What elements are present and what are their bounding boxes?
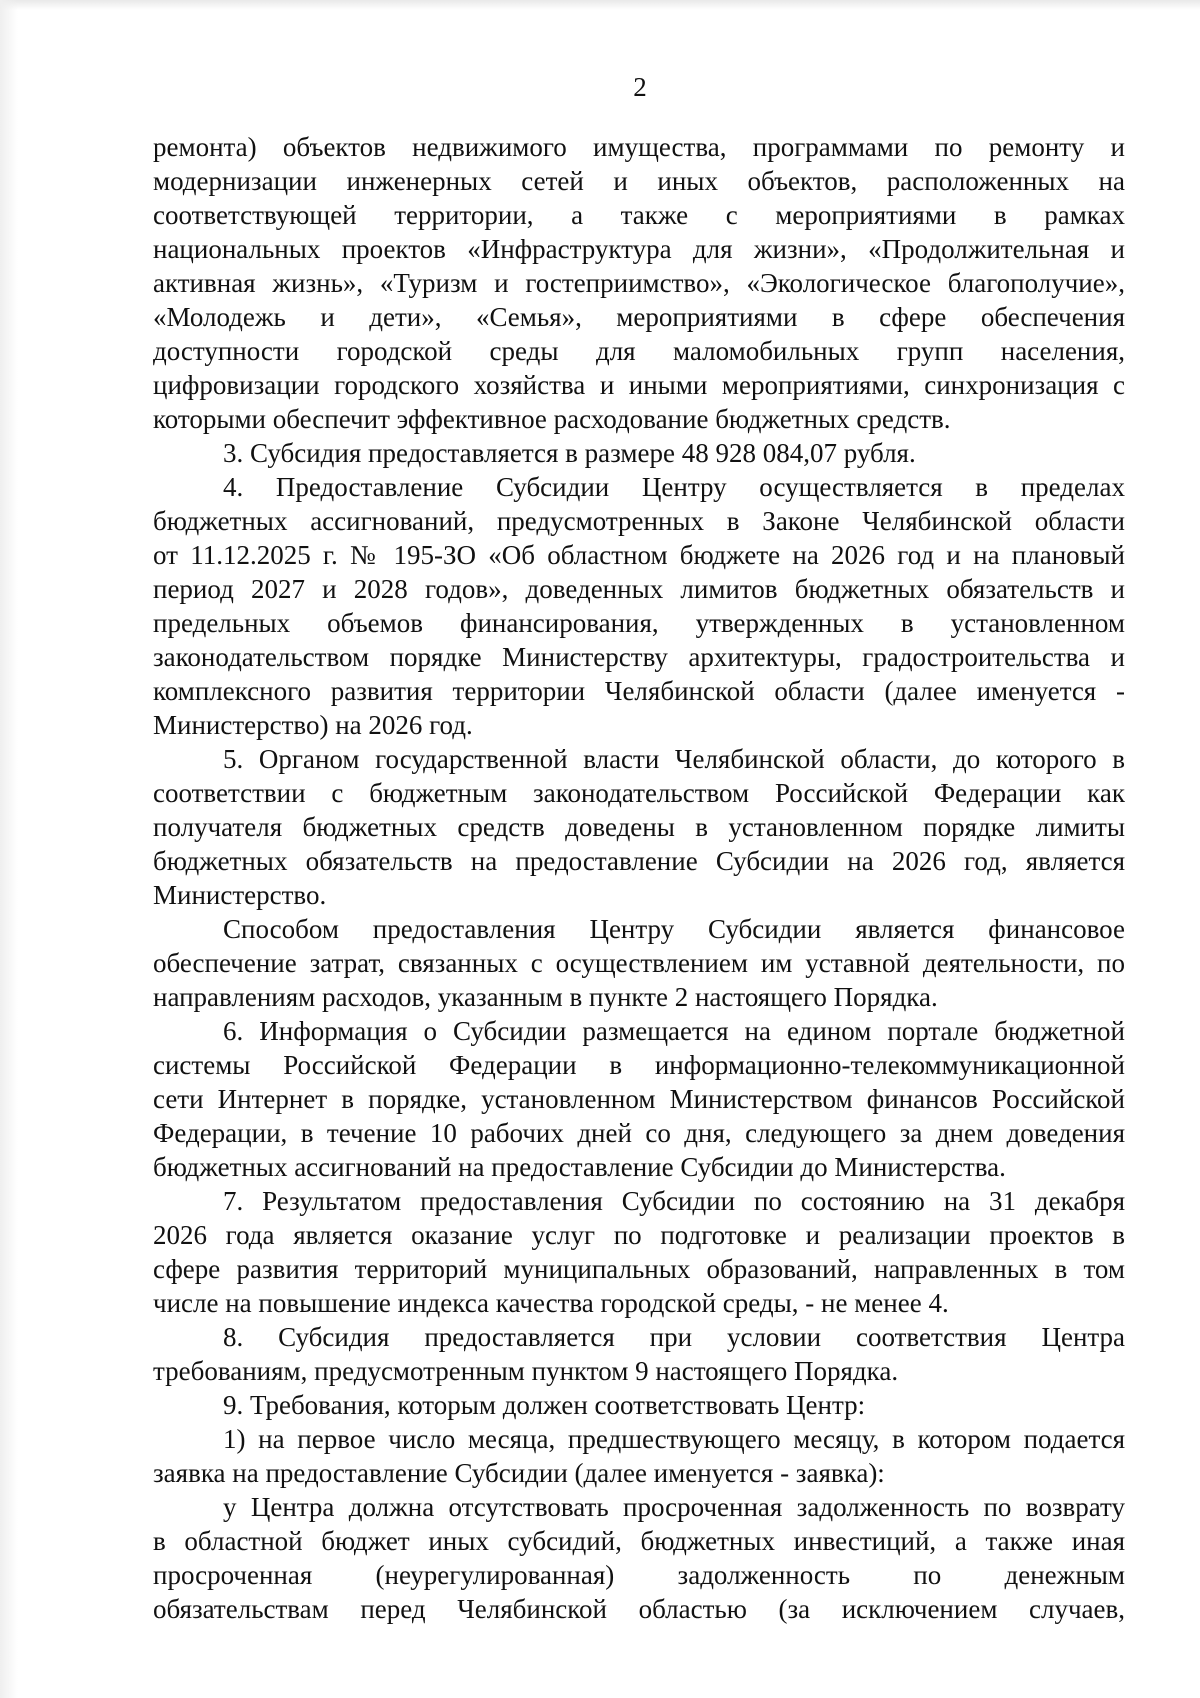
text-line: сети Интернет в порядке, установленном Министерством финансов Российской: [153, 1084, 1125, 1114]
text-line: Министерство.: [153, 880, 327, 910]
text-line: сфере развития территорий муниципальных образований, направленных в том: [153, 1254, 1125, 1284]
text-line: направлениям расходов, указанным в пункте 2 настоящего Порядка.: [153, 982, 938, 1012]
paragraph-p5: [153, 742, 1125, 912]
text-line: числе на повышение индекса качества городской среды, - не менее 4.: [153, 1288, 949, 1318]
text-line: 9. Требования, которым должен соответствовать Центр:: [223, 1390, 866, 1420]
paragraph-cont: [153, 130, 1125, 436]
text-line: требованиям, предусмотренным пунктом 9 настоящего Порядка.: [153, 1356, 899, 1386]
text-line: обеспечение затрат, связанных с осуществлением им уставной деятельности, по: [153, 948, 1125, 978]
text-line: цифровизации городского хозяйства и иными мероприятиями, синхронизация с: [153, 370, 1125, 400]
text-line: законодательством порядке Министерству архитектуры, градостроительства и: [153, 642, 1125, 672]
paragraph-p7: [153, 1184, 1125, 1320]
text-line: 6. Информация о Субсидии размещается на едином портале бюджетной: [223, 1016, 1125, 1046]
page-number: 2: [633, 72, 647, 102]
text-line: 8. Субсидия предоставляется при условии соответствия Центра: [223, 1322, 1125, 1352]
text-line: бюджетных ассигнований, предусмотренных в Законе Челябинской области: [153, 506, 1125, 536]
text-line: модернизации инженерных сетей и иных объектов, расположенных на: [153, 166, 1125, 196]
text-line: соответствующей территории, а также с мероприятиями в рамках: [153, 200, 1125, 230]
text-line: «Молодежь и дети», «Семья», мероприятиями в сфере обеспечения: [153, 302, 1125, 332]
text-line: в областной бюджет иных субсидий, бюджетных инвестиций, а также иная: [153, 1526, 1125, 1556]
text-line: доступности городской среды для маломобильных групп населения,: [153, 336, 1125, 366]
paragraph-p9-1: [153, 1422, 1125, 1490]
text-line: обязательствам перед Челябинской областью (за исключением случаев,: [153, 1594, 1125, 1624]
paragraph-p5b: [153, 912, 1125, 1014]
text-line: Министерство) на 2026 год.: [153, 710, 473, 740]
text-line: от 11.12.2025 г. № 195-ЗО «Об областном бюджете на 2026 год и на плановый: [153, 540, 1125, 570]
text-line: 2026 года является оказание услуг по подготовке и реализации проектов в: [153, 1220, 1125, 1250]
text-line: активная жизнь», «Туризм и гостеприимство», «Экологическое благополучие»,: [153, 268, 1125, 298]
text-line: у Центра должна отсутствовать просроченная задолженность по возврату: [223, 1492, 1125, 1522]
text-line: системы Российской Федерации в информационно-телекоммуникационной: [153, 1050, 1125, 1080]
text-line: бюджетных ассигнований на предоставление Субсидии до Министерства.: [153, 1152, 1006, 1182]
paragraph-p9: [153, 1388, 1125, 1422]
text-line: Способом предоставления Центру Субсидии является финансовое: [223, 914, 1125, 944]
text-line: период 2027 и 2028 годов», доведенных лимитов бюджетных обязательств и: [153, 574, 1125, 604]
scan-top-edge: [0, 0, 1200, 10]
paragraph-p4: [153, 470, 1125, 742]
text-line: 3. Субсидия предоставляется в размере 48 928 084,07 рубля.: [223, 438, 916, 468]
text-line: Федерации, в течение 10 рабочих дней со дня, следующего за днем доведения: [153, 1118, 1125, 1148]
document-body: [153, 130, 1125, 1626]
text-line: 7. Результатом предоставления Субсидии по состоянию на 31 декабря: [223, 1186, 1125, 1216]
paragraph-p8: [153, 1320, 1125, 1388]
text-line: бюджетных обязательств на предоставление Субсидии на 2026 год, является: [153, 846, 1125, 876]
scan-left-edge: [0, 0, 18, 1698]
text-line: комплексного развития территории Челябинской области (далее именуется -: [153, 676, 1125, 706]
text-line: просроченная (неурегулированная) задолженность по денежным: [153, 1560, 1125, 1590]
text-line: 4. Предоставление Субсидии Центру осуществляется в пределах: [223, 472, 1125, 502]
text-line: которыми обеспечит эффективное расходование бюджетных средств.: [153, 404, 951, 434]
text-line: предельных объемов финансирования, утвержденных в установленном: [153, 608, 1125, 638]
text-line: ремонта) объектов недвижимого имущества, программами по ремонту и: [153, 132, 1125, 162]
text-line: 5. Органом государственной власти Челябинской области, до которого в: [223, 744, 1125, 774]
text-line: получателя бюджетных средств доведены в установленном порядке лимиты: [153, 812, 1125, 842]
paragraph-p3: [153, 436, 1125, 470]
text-line: 1) на первое число месяца, предшествующего месяцу, в котором подается: [223, 1424, 1125, 1454]
paragraph-p9-1a: [153, 1490, 1125, 1626]
text-line: соответствии с бюджетным законодательством Российской Федерации как: [153, 778, 1125, 808]
text-line: заявка на предоставление Субсидии (далее именуется - заявка):: [153, 1458, 885, 1488]
text-line: национальных проектов «Инфраструктура для жизни», «Продолжительная и: [153, 234, 1125, 264]
paragraph-p6: [153, 1014, 1125, 1184]
